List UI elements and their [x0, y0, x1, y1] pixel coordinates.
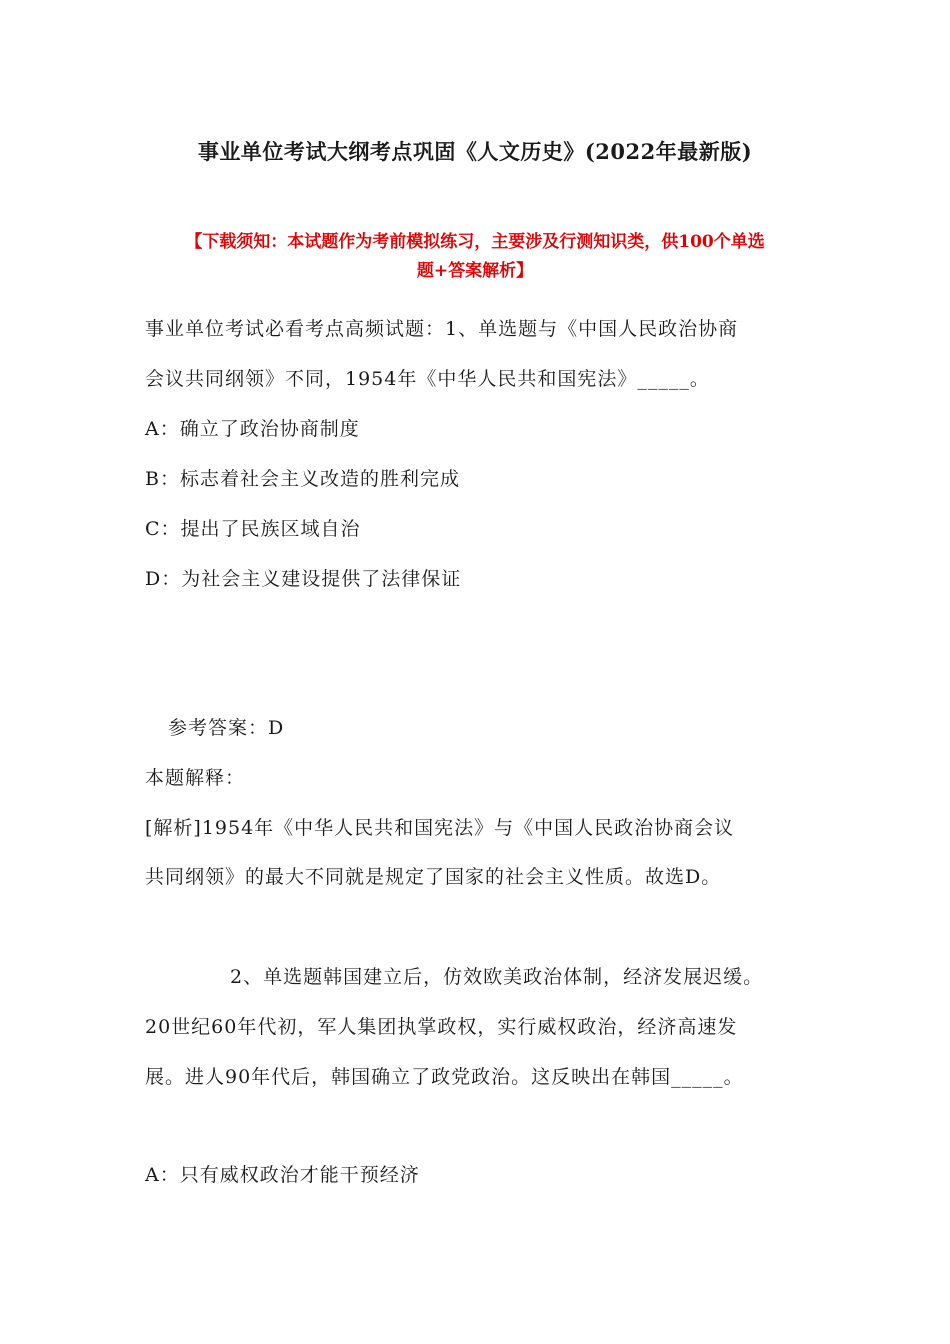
notice-line-2: 题+答案解析】 — [416, 261, 534, 281]
document-title: 事业单位考试大纲考点巩固《人文历史》(2022年最新版) — [197, 139, 753, 164]
q2-stem-line-2: 20世纪60年代初，军人集团执掌政权，实行威权政治，经济高速发 — [145, 1016, 738, 1038]
q1-explanation-line-1: [解析]1954年《中华人民共和国宪法》与《中国人民政治协商会议 — [145, 817, 735, 839]
q1-option-c: C：提出了民族区域自治 — [145, 518, 361, 540]
notice-line-1: 【下载须知：本试题作为考前模拟练习，主要涉及行测知识类，供100个单选 — [185, 232, 765, 252]
q1-explanation-line-2: 共同纲领》的最大不同就是规定了国家的社会主义性质。故选D。 — [145, 866, 722, 888]
q1-option-d: D：为社会主义建设提供了法律保证 — [145, 568, 462, 590]
q2-stem-line-3: 展。进人90年代后，韩国确立了政党政治。这反映出在韩国_____。 — [145, 1066, 744, 1088]
q1-stem-line-2: 会议共同纲领》不同，1954年《中华人民共和国宪法》_____。 — [145, 368, 710, 390]
q2-option-a: A：只有威权政治才能干预经济 — [145, 1164, 420, 1186]
q1-answer: 参考答案：D — [168, 717, 285, 739]
q1-option-b: B：标志着社会主义改造的胜利完成 — [145, 468, 460, 490]
download-notice — [140, 228, 810, 286]
q1-option-a: A：确立了政治协商制度 — [145, 418, 360, 440]
q1-explanation-heading: 本题解释： — [145, 767, 246, 789]
q1-stem-line-1: 事业单位考试必看考点高频试题：1、单选题与《中国人民政治协商 — [145, 318, 739, 340]
q2-stem-line-1: 2、单选题韩国建立后，仿效欧美政治体制，经济发展迟缓。 — [230, 966, 764, 988]
